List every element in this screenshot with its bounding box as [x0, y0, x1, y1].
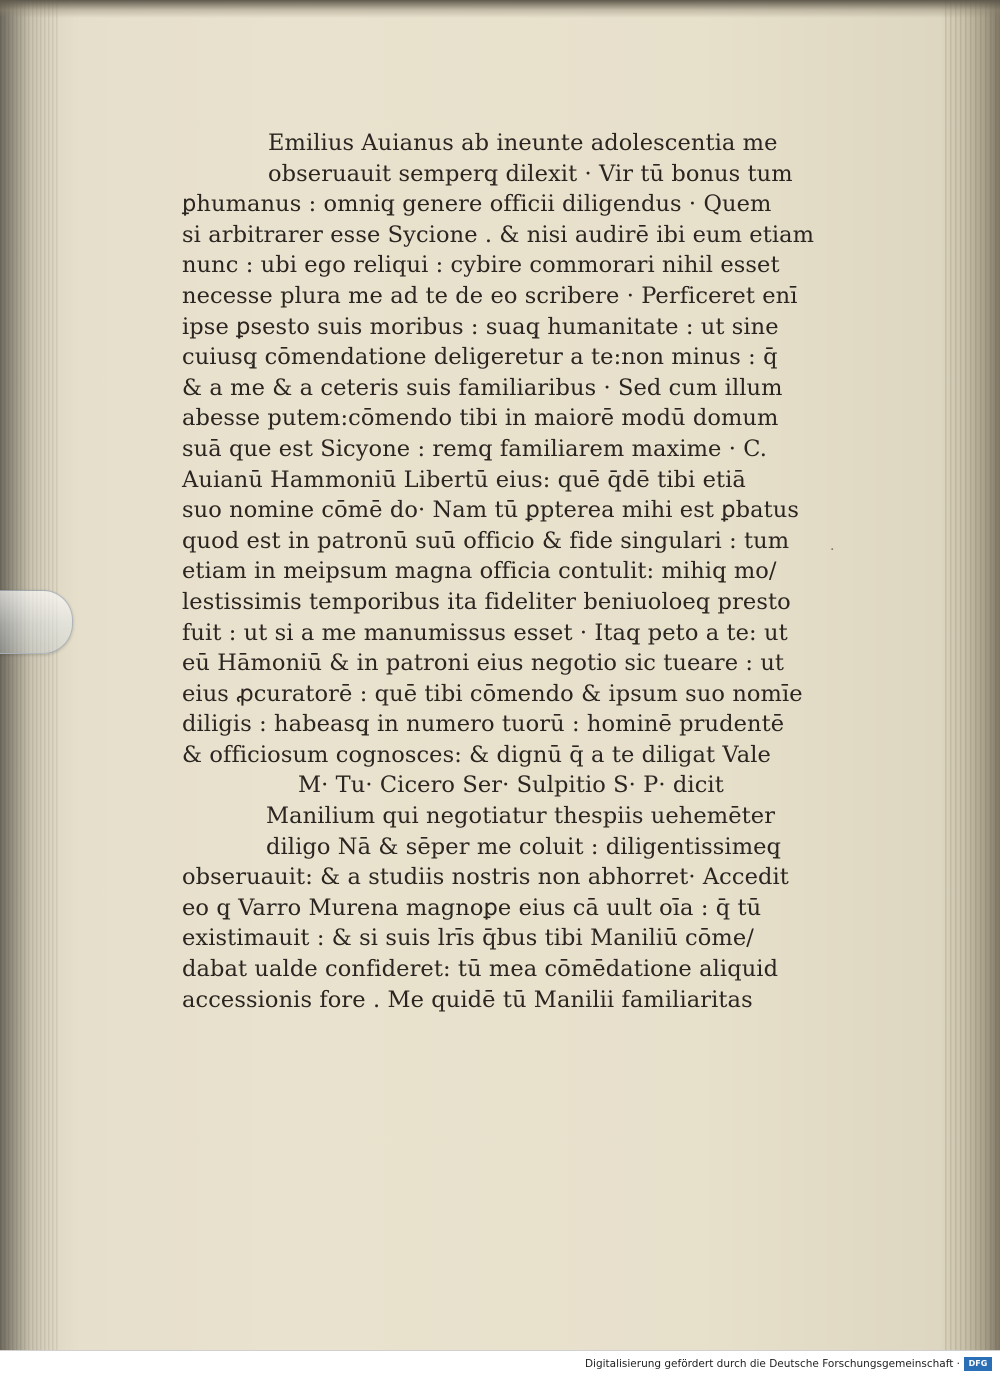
- margin-mark: ·: [830, 542, 835, 558]
- text-line: obseruauit semperq̧ dilexit · Vir tū bonus tum: [268, 160, 793, 187]
- text-line: ꝑhumanus : omniq̧ genere officii diligendus · Quem: [182, 191, 772, 218]
- text-line: si arbitrarer esse Sycione . & nisi audirē ibi eum etiam: [182, 221, 815, 248]
- text-line: diligo Nā & sēper me coluit : diligentissimeq̧: [266, 833, 782, 860]
- text-line: fuit : ut si a me manumissus esset · Itaq̧ peto a te: ut: [182, 619, 788, 646]
- text-line: necesse plura me ad te de eo scribere · Perficeret enī: [182, 282, 798, 309]
- text-line: lestissimis temporibus ita fideliter beniuoloeq̧ presto: [182, 588, 791, 615]
- text-line: existimauit : & si suis lrīs q̄bus tibi Maniliū cōme/: [182, 925, 754, 952]
- text-line: dabat ualde confideret: tū mea cōmēdatione aliquid: [182, 956, 779, 983]
- text-line: suā que est Sicyone : remq̧ familiarem maxime · C.: [182, 435, 767, 462]
- letter-heading: M· Tu· Cicero Ser· Sulpitio S· P· dicit: [298, 772, 724, 799]
- text-line: obseruauit: & a studiis nostris non abhorret· Accedit: [182, 864, 789, 891]
- text-line: quod est in patronū suū officio & fide singulari : tum: [182, 527, 790, 554]
- page-top-shadow: [0, 0, 1000, 18]
- text-line: suo nomine cōmē do· Nam tū ꝑpterea mihi est ꝑbatus: [182, 497, 800, 524]
- text-line: eū Hāmoniū & in patroni eius negotio sic tueare : ut: [182, 650, 785, 677]
- text-line: Emilius Auianus ab ineunte adolescentia me: [268, 130, 778, 156]
- text-line: ipse ꝑsesto suis moribus : suaq̧ humanitate : ut sine: [182, 313, 779, 340]
- book-gutter: [945, 0, 1000, 1350]
- page-text: [182, 128, 822, 1015]
- text-line: abesse putem:cōmendo tibi in maiorē modū domum: [182, 405, 779, 432]
- page-clip: [0, 590, 73, 654]
- text-line: Manilium qui negotiatur thespiis uehemēter: [266, 803, 776, 830]
- text-line: cuiusq̧ cōmendatione deligeretur a te:non minus : q̄: [182, 344, 778, 371]
- text-line: nunc : ubi ego reliqui : cybire commorari nihil esset: [182, 252, 780, 279]
- footer-bar: [0, 1350, 1000, 1378]
- dfg-logo-icon: DFG: [964, 1357, 992, 1371]
- text-line: diligis : habeasq̧ in numero tuorū : hominē prudentē: [182, 711, 785, 738]
- text-line: Auianū Hammoniū Libertū eius: quē q̄dē tibi etiā: [182, 466, 746, 493]
- text-line: & officiosum cognosces: & dignū q̄ a te diligat Vale: [182, 741, 771, 768]
- text-line: eius ꝓcuratorē : quē tibi cōmendo & ipsum suo nomīe: [182, 680, 803, 707]
- text-line: etiam in meipsum magna officia contulit: mihiq̧ mo/: [182, 558, 777, 585]
- book-fore-edge: [0, 0, 60, 1350]
- text-line: eo q̧ Varro Murena magnoꝑe eius cā uult oīa : q̄ tū: [182, 894, 762, 921]
- text-line: & a me & a ceteris suis familiaribus · Sed cum illum: [182, 374, 783, 401]
- text-line: accessionis fore . Me quidē tū Manilii familiaritas: [182, 986, 753, 1013]
- footer-credit: Digitalisierung gefördert durch die Deutsche Forschungsgemeinschaft ·: [584, 1358, 960, 1370]
